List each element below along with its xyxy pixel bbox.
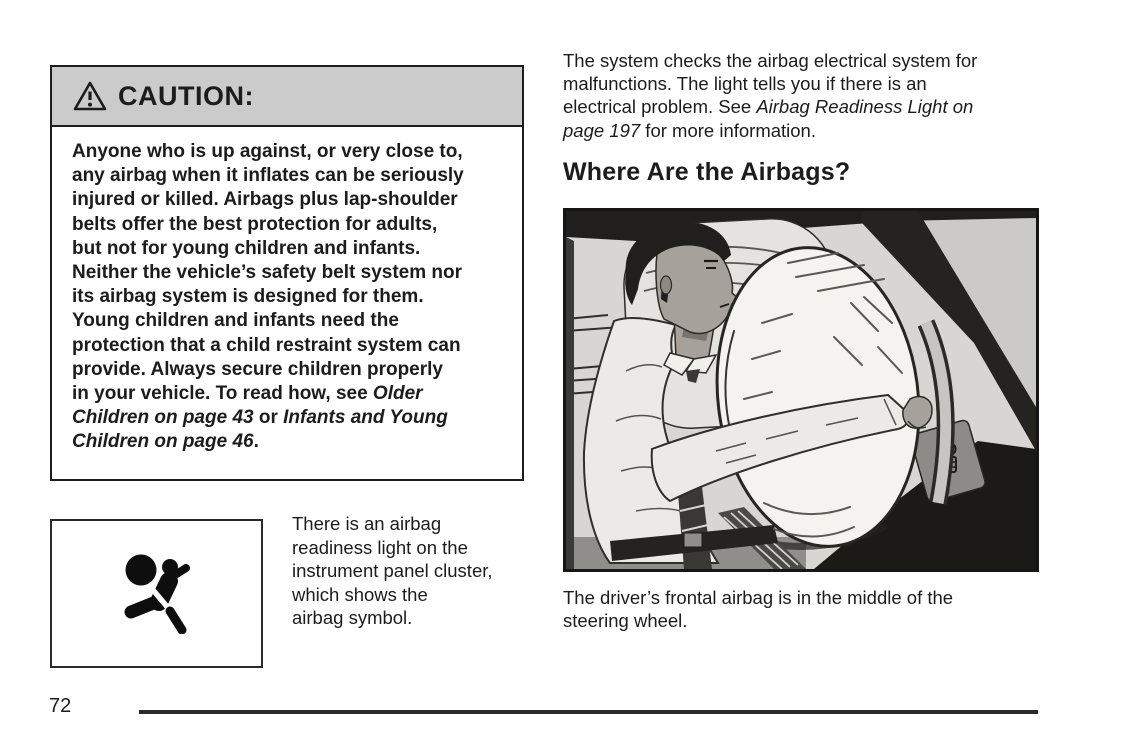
right-column	[563, 49, 1041, 633]
airbag-readiness-icon	[122, 554, 192, 634]
airbag-deployment-illustration	[563, 208, 1039, 572]
airbag-readiness-paragraph: There is an airbag readiness light on the instrument panel cluster, which shows the airbag symbol.	[292, 513, 493, 629]
warning-triangle-icon	[72, 80, 108, 112]
footer-rule	[139, 710, 1038, 714]
caution-header	[52, 67, 522, 127]
system-check-paragraph: The system checks the airbag electrical system for malfunctions. The light tells you if there is an electrical problem. See Airbag Readiness Light on page 197 for more information.	[563, 50, 978, 141]
section-heading: Where Are the Airbags?	[563, 157, 851, 186]
airbag-symbol-box	[50, 519, 263, 668]
caution-title: CAUTION:	[118, 80, 254, 111]
caution-box	[50, 65, 524, 481]
page-number: 72	[49, 695, 72, 717]
caution-body-text: Anyone who is up against, or very close to, any airbag when it inflates can be seriously injured or killed. Airbags plus lap-shoulder belts offer the best protection for adults, but not for young children and infants. Neither the vehicle’s safety belt system nor its airbag system is designed for them. Young children and infants need the protection that a child restraint system can provide. Always secure children properly in your vehicle. To read how, see Older Children on page 43 or Infants and Young Children on page 46.	[72, 141, 464, 453]
figure-caption: The driver’s frontal airbag is in the middle of the steering wheel.	[563, 586, 954, 632]
